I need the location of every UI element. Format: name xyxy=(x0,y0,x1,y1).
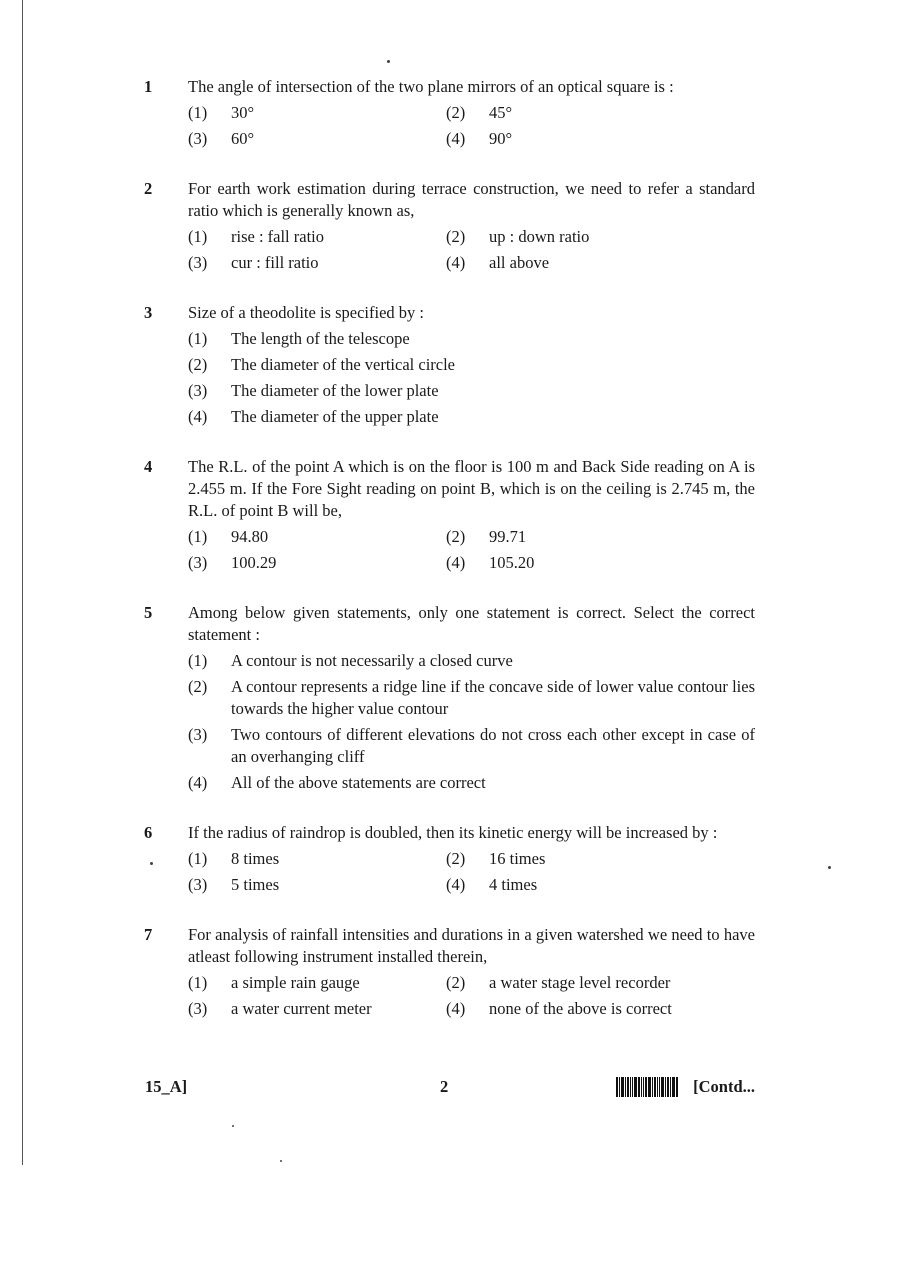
option-2: (2) a water stage level recorder xyxy=(446,973,671,992)
question-number: 5 xyxy=(144,603,153,622)
options xyxy=(188,650,755,794)
options xyxy=(188,226,755,274)
question-5 xyxy=(145,602,755,794)
question-text: For analysis of rainfall intensities and durations in a given watershed we need to have atleast following instrument installed therein, xyxy=(188,925,755,966)
option-4: (4) All of the above statements are correct xyxy=(188,773,486,792)
scan-speck xyxy=(387,60,390,63)
question-6 xyxy=(145,822,755,896)
option-3: (3) The diameter of the lower plate xyxy=(188,381,439,400)
question-text: Among below given statements, only one statement is correct. Select the correct statement : xyxy=(188,603,755,644)
question-2 xyxy=(145,178,755,274)
option-4: (4) 105.20 xyxy=(446,553,535,572)
scan-speck xyxy=(280,1160,282,1162)
question-number: 3 xyxy=(144,303,153,322)
option-4: (4) The diameter of the upper plate xyxy=(188,407,439,426)
option-1: (1) 8 times xyxy=(188,849,280,868)
option-4: (4) none of the above is correct xyxy=(446,999,672,1018)
question-3 xyxy=(145,302,755,428)
option-3: (3) Two contours of different elevations do not cross each other except in case of an overhanging cliff xyxy=(188,725,755,766)
option-3: (3) 5 times xyxy=(188,875,280,894)
option-2: (2) up : down ratio xyxy=(446,227,590,246)
option-2: (2) 45° xyxy=(446,103,513,122)
option-1: (1) a simple rain gauge xyxy=(188,973,360,992)
question-number: 2 xyxy=(144,179,153,198)
option-3: (3) cur : fill ratio xyxy=(188,253,319,272)
options xyxy=(188,328,755,428)
options xyxy=(188,102,755,150)
option-1: (1) The length of the telescope xyxy=(188,329,410,348)
option-1: (1) 94.80 xyxy=(188,527,269,546)
question-page xyxy=(145,76,755,1048)
question-number: 4 xyxy=(144,457,153,476)
option-3: (3) 60° xyxy=(188,129,255,148)
option-2: (2) The diameter of the vertical circle xyxy=(188,355,455,374)
option-2: (2) 16 times xyxy=(446,849,546,868)
barcode-icon xyxy=(616,1077,679,1097)
page-footer xyxy=(145,1076,755,1104)
option-4: (4) 4 times xyxy=(446,875,538,894)
page-number: 2 xyxy=(440,1077,449,1096)
question-text: The angle of intersection of the two plane mirrors of an optical square is : xyxy=(188,77,674,96)
question-number: 6 xyxy=(144,823,153,842)
question-4 xyxy=(145,456,755,574)
option-1: (1) rise : fall ratio xyxy=(188,227,325,246)
option-3: (3) a water current meter xyxy=(188,999,372,1018)
option-2: (2) A contour represents a ridge line if the concave side of lower value contour lies towards the higher value contour xyxy=(188,677,755,718)
footer-right xyxy=(616,1076,755,1098)
options xyxy=(188,848,755,896)
option-3: (3) 100.29 xyxy=(188,553,277,572)
option-4: (4) 90° xyxy=(446,129,513,148)
option-1: (1) 30° xyxy=(188,103,255,122)
question-number: 7 xyxy=(144,925,153,944)
margin-line xyxy=(22,0,23,1165)
question-7 xyxy=(145,924,755,1020)
option-1: (1) A contour is not necessarily a closed curve xyxy=(188,651,513,670)
question-text: The R.L. of the point A which is on the floor is 100 m and Back Side reading on A is 2.455 m. If the Fore Sight reading on point B, which is on the ceiling is 2.745 m, the R.L. of point B will be, xyxy=(188,457,755,520)
option-4: (4) all above xyxy=(446,253,550,272)
scan-speck xyxy=(232,1125,234,1127)
options xyxy=(188,972,755,1020)
options xyxy=(188,526,755,574)
question-text: If the radius of raindrop is doubled, then its kinetic energy will be increased by : xyxy=(188,823,718,842)
question-1 xyxy=(145,76,755,150)
continued-label: [Contd... xyxy=(693,1077,755,1096)
option-2: (2) 99.71 xyxy=(446,527,527,546)
question-text: For earth work estimation during terrace construction, we need to refer a standard ratio which is generally known as, xyxy=(188,179,755,220)
question-text: Size of a theodolite is specified by : xyxy=(188,303,424,322)
paper-code: 15_A] xyxy=(145,1077,188,1096)
question-number: 1 xyxy=(144,77,153,96)
scan-speck xyxy=(828,866,831,869)
